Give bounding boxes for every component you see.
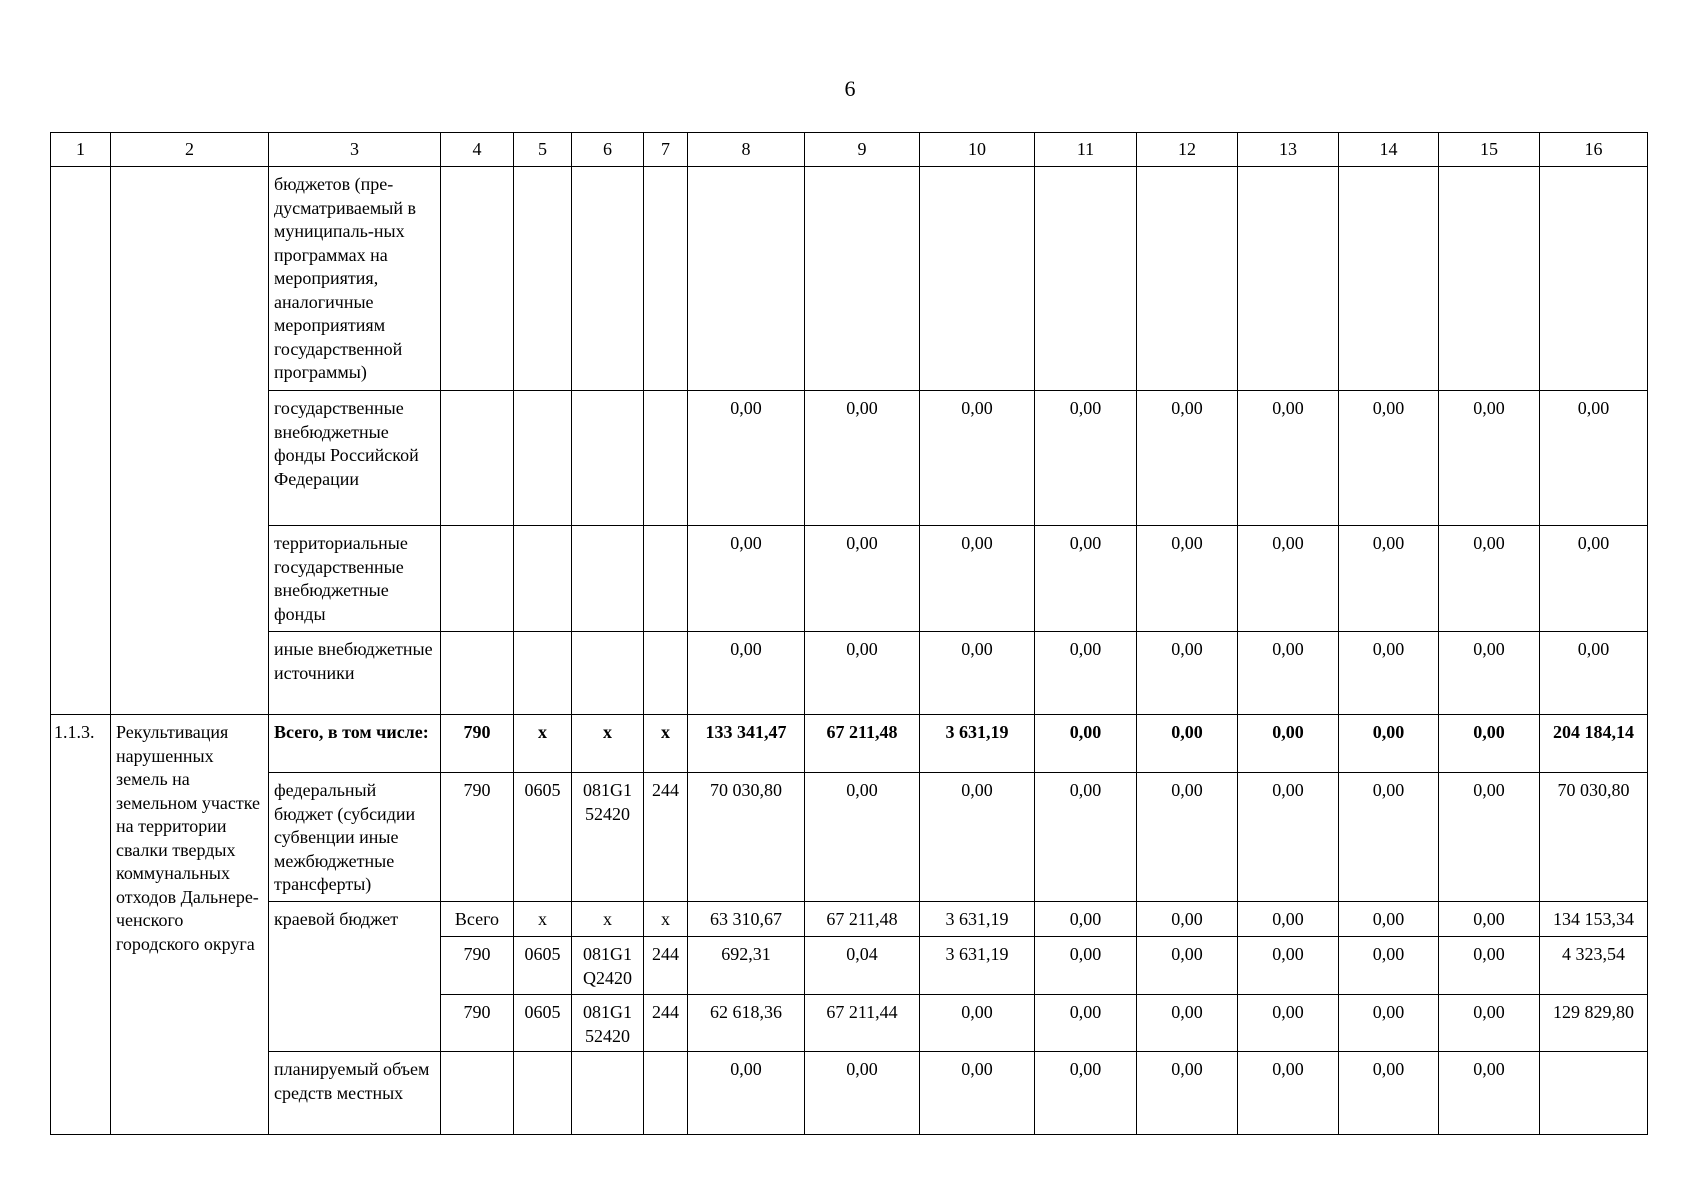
value-col13: 0,00 — [1238, 937, 1339, 995]
table-row — [51, 715, 1648, 773]
value-col10: 0,00 — [920, 1052, 1035, 1135]
value-col12: 0,00 — [1137, 391, 1238, 526]
value-col10: 0,00 — [920, 773, 1035, 902]
value-col10: 0,00 — [920, 526, 1035, 632]
value-col8: 0,00 — [688, 1052, 805, 1135]
value-col12: 0,00 — [1137, 937, 1238, 995]
funding-source-label: планируемый объем средств местных — [269, 1052, 441, 1135]
table-row — [51, 902, 1648, 937]
value-col12: 0,00 — [1137, 632, 1238, 715]
column-header-14: 14 — [1339, 133, 1439, 167]
value-col11: 0,00 — [1035, 902, 1137, 937]
column-header-12: 12 — [1137, 133, 1238, 167]
value-col13: 0,00 — [1238, 715, 1339, 773]
value-col11: 0,00 — [1035, 1052, 1137, 1135]
value-col16: 204 184,14 — [1540, 715, 1648, 773]
funding-source-label: иные внебюджетные источники — [269, 632, 441, 715]
column-header-8: 8 — [688, 133, 805, 167]
column-header-2: 2 — [111, 133, 269, 167]
value-col11: 0,00 — [1035, 773, 1137, 902]
column-header-13: 13 — [1238, 133, 1339, 167]
table-row — [51, 1052, 1648, 1135]
value-col9: 0,00 — [805, 1052, 920, 1135]
value-col15: 0,00 — [1439, 391, 1540, 526]
value-col8: 692,31 — [688, 937, 805, 995]
cell-col4: 790 — [441, 715, 514, 773]
value-col10: 0,00 — [920, 995, 1035, 1052]
value-col9: 0,00 — [805, 773, 920, 902]
value-col16: 70 030,80 — [1540, 773, 1648, 902]
value-col16: 0,00 — [1540, 632, 1648, 715]
cell-col7: 244 — [644, 937, 688, 995]
value-col15: 0,00 — [1439, 773, 1540, 902]
value-col13: 0,00 — [1238, 902, 1339, 937]
column-header-15: 15 — [1439, 133, 1540, 167]
value-col10: 0,00 — [920, 632, 1035, 715]
value-col9: 67 211,48 — [805, 902, 920, 937]
value-col14: 0,00 — [1339, 902, 1439, 937]
value-col11: 0,00 — [1035, 937, 1137, 995]
value-col15: 0,00 — [1439, 902, 1540, 937]
value-col8: 0,00 — [688, 632, 805, 715]
cell-col6: х — [572, 902, 644, 937]
cell-col2-blank — [111, 167, 269, 715]
value-col8: 70 030,80 — [688, 773, 805, 902]
column-header-4: 4 — [441, 133, 514, 167]
value-col13: 0,00 — [1238, 995, 1339, 1052]
table-body — [51, 133, 1648, 1135]
column-header-16: 16 — [1540, 133, 1648, 167]
value-col8: 0,00 — [688, 391, 805, 526]
value-col12: 0,00 — [1137, 715, 1238, 773]
cell-col4: 790 — [441, 937, 514, 995]
value-col10: 0,00 — [920, 391, 1035, 526]
value-col10: 3 631,19 — [920, 715, 1035, 773]
cell-col7: 244 — [644, 773, 688, 902]
value-col15: 0,00 — [1439, 632, 1540, 715]
value-col15: 0,00 — [1439, 526, 1540, 632]
value-col15: 0,00 — [1439, 715, 1540, 773]
value-col9: 0,00 — [805, 526, 920, 632]
table-row — [51, 526, 1648, 632]
value-col14: 0,00 — [1339, 773, 1439, 902]
cell-col4: Всего — [441, 902, 514, 937]
cell-col7: х — [644, 715, 688, 773]
cell-col7: х — [644, 902, 688, 937]
value-col9: 67 211,48 — [805, 715, 920, 773]
value-col10: 3 631,19 — [920, 902, 1035, 937]
funding-source-label: территориальные государственные внебюджетные фонды — [269, 526, 441, 632]
value-col12: 0,00 — [1137, 773, 1238, 902]
value-col12: 0,00 — [1137, 526, 1238, 632]
value-col11: 0,00 — [1035, 995, 1137, 1052]
value-col16 — [1540, 1052, 1648, 1135]
value-col14: 0,00 — [1339, 391, 1439, 526]
value-col14: 0,00 — [1339, 715, 1439, 773]
cell-col6: 081G1 Q2420 — [572, 937, 644, 995]
item-number: 1.1.3. — [51, 715, 111, 1135]
value-col16: 0,00 — [1540, 391, 1648, 526]
value-col14: 0,00 — [1339, 995, 1439, 1052]
value-col9: 0,00 — [805, 632, 920, 715]
value-col10: 3 631,19 — [920, 937, 1035, 995]
page-number: 6 — [844, 76, 856, 101]
value-col14: 0,00 — [1339, 937, 1439, 995]
value-col13: 0,00 — [1238, 526, 1339, 632]
funding-source-label: Всего, в том числе: — [269, 715, 441, 773]
value-col11: 0,00 — [1035, 715, 1137, 773]
value-col11: 0,00 — [1035, 526, 1137, 632]
table-row — [51, 167, 1648, 391]
value-col16: 4 323,54 — [1540, 937, 1648, 995]
item-name: Рекультивация нарушенных земель на земельном участке на территории свалки твердых коммунальных отходов Дальнере-ченского городского округа — [111, 715, 269, 1135]
value-col14: 0,00 — [1339, 1052, 1439, 1135]
value-col9: 0,00 — [805, 391, 920, 526]
cell-col5: х — [514, 715, 572, 773]
value-col13: 0,00 — [1238, 1052, 1339, 1135]
value-col9: 67 211,44 — [805, 995, 920, 1052]
funding-source-label: федеральный бюджет (субсидии субвенции иные межбюджетные трансферты) — [269, 773, 441, 902]
value-col8: 133 341,47 — [688, 715, 805, 773]
budget-table — [50, 132, 1648, 1135]
cell-col5: 0605 — [514, 937, 572, 995]
value-col8: 0,00 — [688, 526, 805, 632]
column-header-1: 1 — [51, 133, 111, 167]
value-col15: 0,00 — [1439, 937, 1540, 995]
cell-col5: 0605 — [514, 773, 572, 902]
value-col13: 0,00 — [1238, 391, 1339, 526]
funding-source-label: бюджетов (пре-дусматриваемый в муниципаль-ных программах на мероприятия, аналогичные мероприятиям государственной программы) — [269, 167, 441, 391]
value-col16: 134 153,34 — [1540, 902, 1648, 937]
table-row — [51, 632, 1648, 715]
value-col15: 0,00 — [1439, 1052, 1540, 1135]
value-col12: 0,00 — [1137, 995, 1238, 1052]
value-col9: 0,04 — [805, 937, 920, 995]
cell-col6: 081G1 52420 — [572, 773, 644, 902]
value-col14: 0,00 — [1339, 526, 1439, 632]
cell-col4: 790 — [441, 773, 514, 902]
value-col11: 0,00 — [1035, 632, 1137, 715]
cell-col7: 244 — [644, 995, 688, 1052]
cell-col5: 0605 — [514, 995, 572, 1052]
cell-col6: х — [572, 715, 644, 773]
column-header-3: 3 — [269, 133, 441, 167]
funding-source-label: государственные внебюджетные фонды Российской Федерации — [269, 391, 441, 526]
funding-source-label: краевой бюджет — [269, 902, 441, 1052]
value-col14: 0,00 — [1339, 632, 1439, 715]
column-header-11: 11 — [1035, 133, 1137, 167]
cell-col5: х — [514, 902, 572, 937]
table-row — [51, 773, 1648, 902]
value-col12: 0,00 — [1137, 1052, 1238, 1135]
cell-col6: 081G1 52420 — [572, 995, 644, 1052]
column-header-10: 10 — [920, 133, 1035, 167]
value-col16: 0,00 — [1540, 526, 1648, 632]
header-row — [51, 133, 1648, 167]
value-col11: 0,00 — [1035, 391, 1137, 526]
value-col12: 0,00 — [1137, 902, 1238, 937]
column-header-7: 7 — [644, 133, 688, 167]
value-col13: 0,00 — [1238, 632, 1339, 715]
table-row — [51, 391, 1648, 526]
column-header-6: 6 — [572, 133, 644, 167]
value-col13: 0,00 — [1238, 773, 1339, 902]
cell-col4: 790 — [441, 995, 514, 1052]
column-header-5: 5 — [514, 133, 572, 167]
value-col15: 0,00 — [1439, 995, 1540, 1052]
column-header-9: 9 — [805, 133, 920, 167]
value-col16: 129 829,80 — [1540, 995, 1648, 1052]
value-col8: 62 618,36 — [688, 995, 805, 1052]
value-col8: 63 310,67 — [688, 902, 805, 937]
cell-col1-blank — [51, 167, 111, 715]
